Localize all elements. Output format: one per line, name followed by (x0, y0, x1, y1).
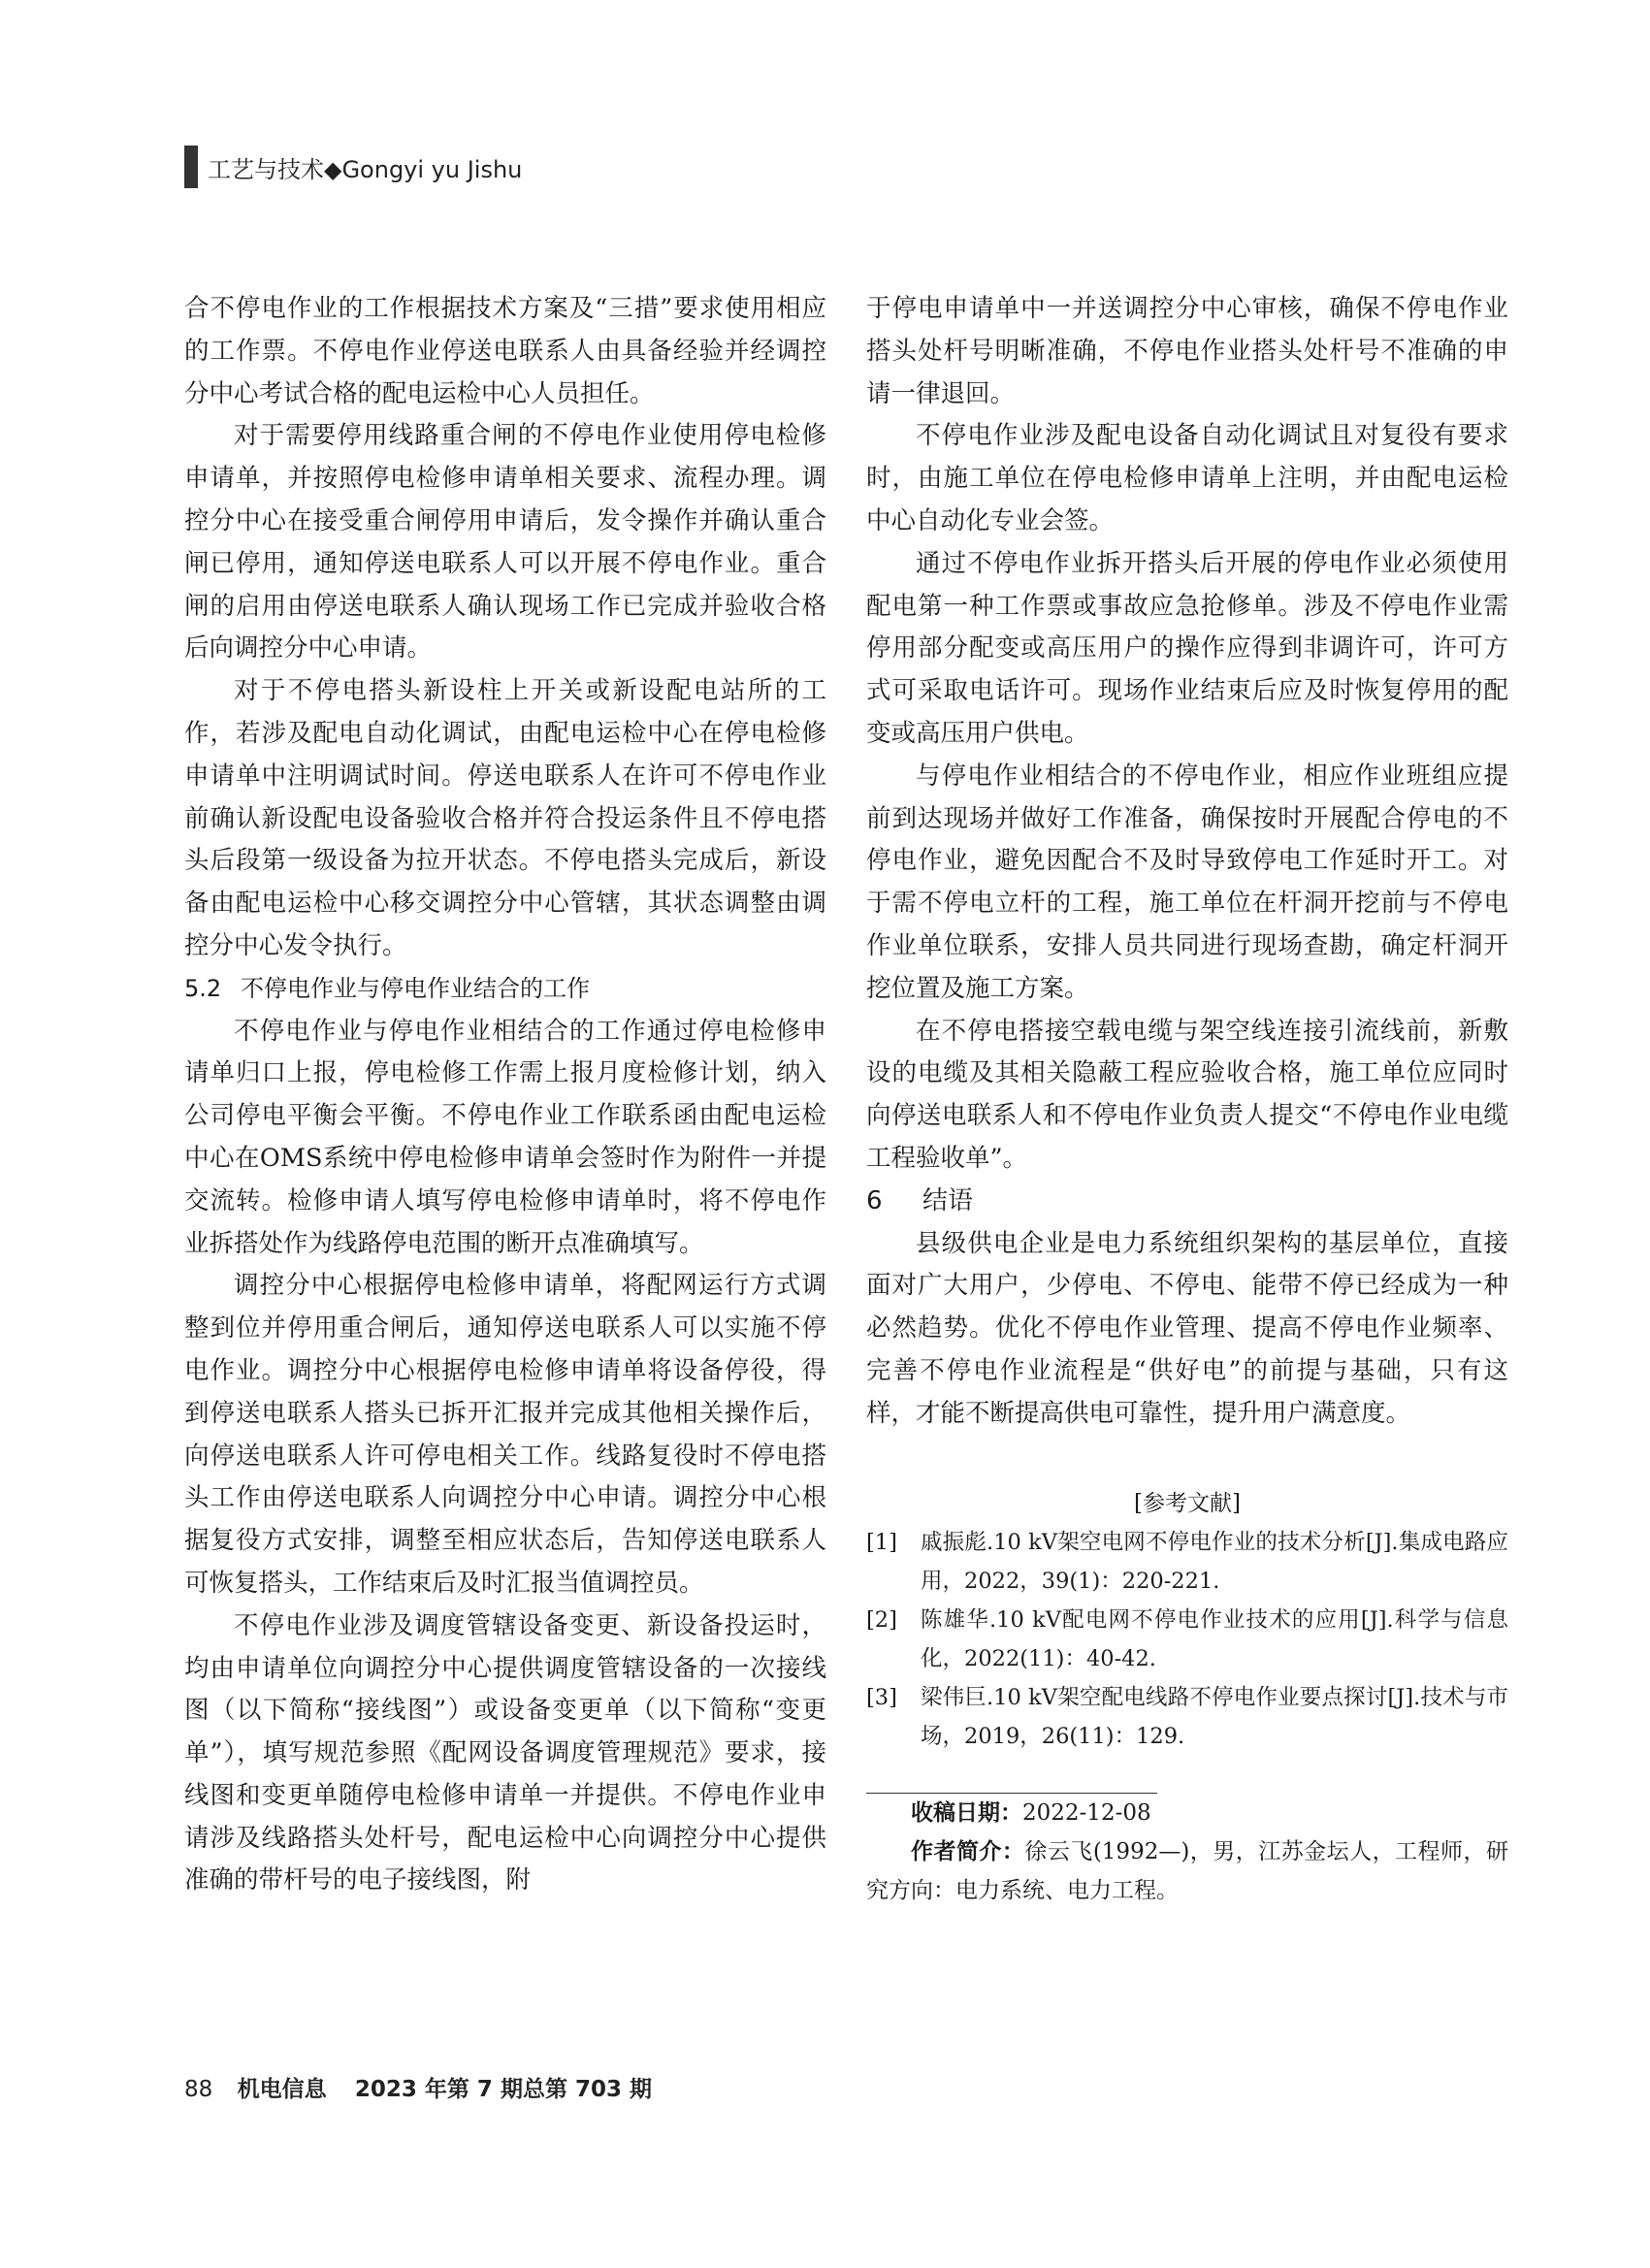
journal-name: 机电信息 (237, 2077, 327, 2102)
reference-number: [3] (866, 1684, 897, 1710)
section-title: 结语 (922, 1185, 974, 1215)
reference-item (866, 1601, 1508, 1678)
section-heading-5-2 (184, 968, 826, 1011)
author-info (866, 1832, 1508, 1910)
page-number: 88 (184, 2077, 213, 2102)
paragraph: 合不停电作业的工作根据技术方案及“三措”要求使用相应的工作票。不停电作业停送电联系人由具备经验并经调控分中心考试合格的配电运检中心人员担任。 (184, 294, 826, 408)
reference-number: [1] (866, 1529, 897, 1555)
reference-text: 戚振彪.10 kV架空电网不停电作业的技术分析[J].集成电路应用，2022，39(1)：220-221. (921, 1529, 1508, 1594)
received-value: 2022-12-08 (1022, 1799, 1151, 1826)
left-column (184, 288, 826, 1902)
reference-text: 梁伟巨.10 kV架空配电线路不停电作业要点探讨[J].技术与市场，2019，26(11)：129. (921, 1684, 1508, 1749)
paragraph: 县级供电企业是电力系统组织架构的基层单位，直接面对广大用户，少停电、不停电、能带不停已经成为一种必然趋势。优化不停电作业管理、提高不停电作业频率、完善不停电作业流程是“供好电”的前提与基础，只有这样，才能不断提高供电可靠性，提升用户满意度。 (866, 1228, 1508, 1428)
right-column (866, 288, 1508, 1910)
paragraph: 不停电作业涉及配电设备自动化调试且对复役有要求时，由施工单位在停电检修申请单上注明，并由配电运检中心自动化专业会签。 (866, 421, 1508, 535)
header-text: 工艺与技术◆Gongyi yu Jishu (208, 155, 523, 183)
paragraph: 在不停电搭接空载电缆与架空线连接引流线前，新敷设的电缆及其相关隐蔽工程应验收合格，施工单位应同时向停送电联系人和不停电作业负责人提交“不停电作业电缆工程验收单”。 (866, 1016, 1508, 1173)
paragraph: 不停电作业与停电作业相结合的工作通过停电检修申请单归口上报，停电检修工作需上报月度检修计划，纳入公司停电平衡会平衡。不停电作业工作联系函由配电运检中心在OMS系统中停电检修申请单会签时作为附件一并提交流转。检修申请人填写停电检修申请单时，将不停电作业拆搭处作为线路停电范围的断开点准确填写。 (184, 1016, 826, 1258)
section-heading-6 (866, 1181, 1508, 1223)
header-bar (184, 146, 198, 188)
paragraph: 对于不停电搭头新设柱上开关或新设配电站所的工作，若涉及配电自动化调试，由配电运检中心在停电检修申请单中注明调试时间。停送电联系人在许可不停电作业前确认新设配电设备验收合格并符合投运条件且不停电搭头后段第一级设备为拉开状态。不停电搭头完成后，新设备由配电运检中心移交调控分中心管辖，其状态调整由调控分中心发令执行。 (184, 676, 826, 960)
references-title: [参考文献] (1134, 1490, 1241, 1516)
author-value: 徐云飞(1992—)，男，江苏金坛人，工程师，研究方向：电力系统、电力工程。 (866, 1838, 1508, 1903)
reference-number: [2] (866, 1606, 897, 1633)
reference-item (866, 1678, 1508, 1756)
running-header (184, 146, 522, 188)
section-title: 不停电作业与停电作业结合的工作 (241, 974, 590, 1002)
received-date (866, 1794, 1508, 1832)
paragraph: 不停电作业涉及调度管辖设备变更、新设备投运时，均由申请单位向调控分中心提供调度管辖设备的一次接线图（以下简称“接线图”）或设备变更单（以下简称“变更单”），填写规范参照《配网设备调度管理规范》要求，接线图和变更单随停电检修申请单一并提供。不停电作业申请涉及线路搭头处杆号，配电运检中心向调控分中心提供准确的带杆号的电子接线图，附 (184, 1610, 826, 1895)
page-footer (184, 2071, 652, 2103)
paragraph: 调控分中心根据停电检修申请单，将配网运行方式调整到位并停用重合闸后，通知停送电联系人可以实施不停电作业。调控分中心根据停电检修申请单将设备停役，得到停送电联系人搭头已拆开汇报并完成其他相关操作后，向停送电联系人许可停电相关工作。线路复役时不停电搭头工作由停送电联系人向调控分中心申请。调控分中心根据复役方式安排，调整至相应状态后，告知停送电联系人可恢复搭头，工作结束后及时汇报当值调控员。 (184, 1271, 826, 1598)
paragraph: 与停电作业相结合的不停电作业，相应作业班组应提前到达现场并做好工作准备，确保按时开展配合停电的不停电作业，避免因配合不及时导致停电工作延时开工。对于需不停电立杆的工程，施工单位在杆洞开挖前与不停电作业单位联系，安排人员共同进行现场查勘，确定杆洞开挖位置及施工方案。 (866, 761, 1508, 1003)
author-label: 作者简介： (911, 1838, 1025, 1864)
section-number: 6 (866, 1185, 883, 1215)
received-label: 收稿日期： (911, 1799, 1022, 1826)
issue-info: 2023 年第 7 期总第 703 期 (354, 2077, 652, 2102)
paragraph: 通过不停电作业拆开搭头后开展的停电作业必须使用配电第一种工作票或事故应急抢修单。涉及不停电作业需停用部分配变或高压用户的操作应得到非调许可，许可方式可采取电话许可。现场作业结束后应及时恢复停用的配变或高压用户供电。 (866, 548, 1508, 748)
paragraph: 于停电申请单中一并送调控分中心审核，确保不停电作业搭头处杆号明晰准确，不停电作业搭头处杆号不准确的申请一律退回。 (866, 294, 1508, 408)
section-number: 5.2 (184, 974, 222, 1002)
reference-text: 陈雄华.10 kV配电网不停电作业技术的应用[J].科学与信息化，2022(11)：40-42. (921, 1606, 1508, 1671)
paragraph: 对于需要停用线路重合闸的不停电作业使用停电检修申请单，并按照停电检修申请单相关要求、流程办理。调控分中心在接受重合闸停用申请后，发令操作并确认重合闸已停用，通知停送电联系人可以开展不停电作业。重合闸的启用由停送电联系人确认现场工作已完成并验收合格后向调控分中心申请。 (184, 421, 826, 664)
reference-item (866, 1523, 1508, 1601)
